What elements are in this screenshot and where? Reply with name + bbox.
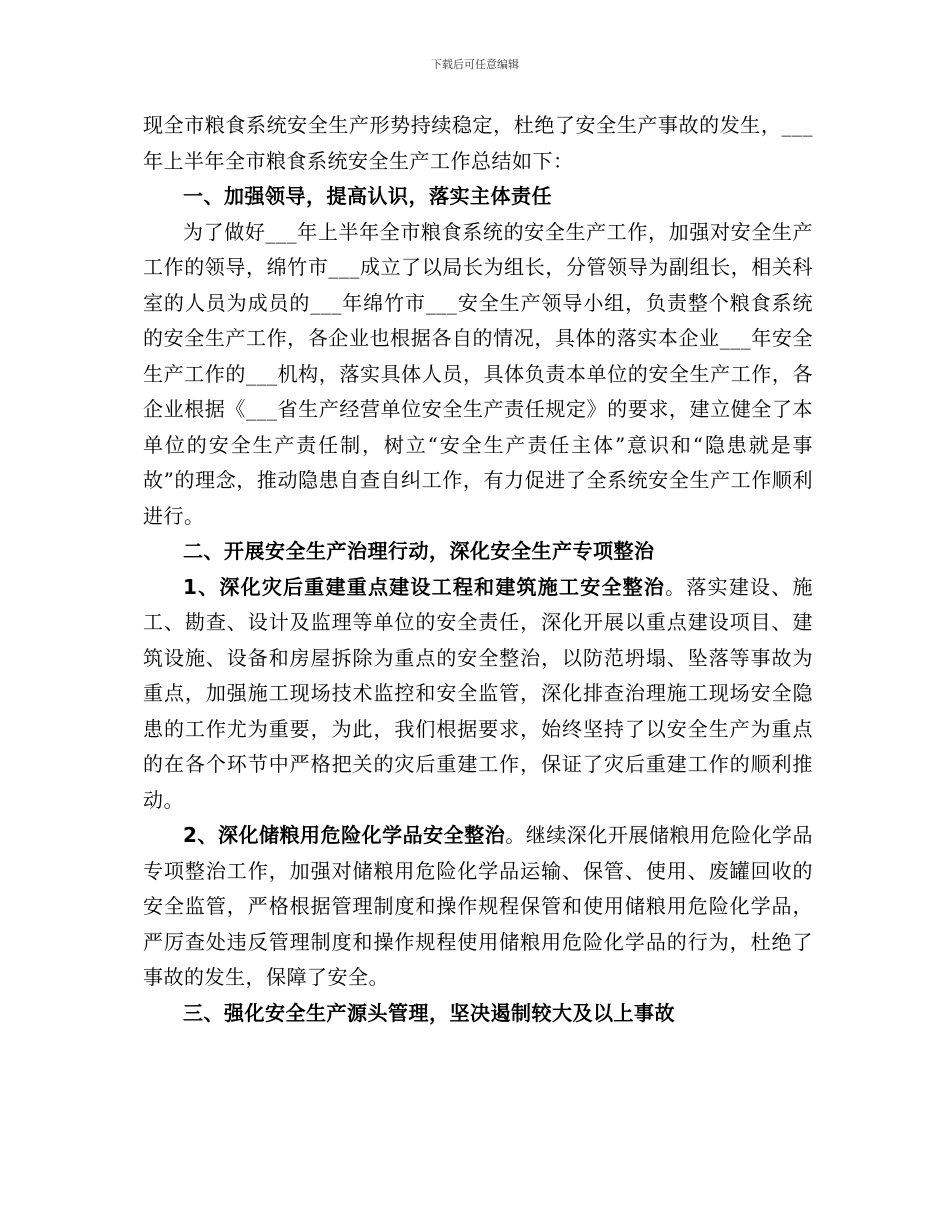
section-heading-1: 一、加强领导，提高认识，落实主体责任 bbox=[183, 184, 552, 208]
intro-paragraph: 现全市粮食系统安全生产形势持续稳定，杜绝了安全生产事故的发生，___年上半年全市粮食系统安全生产工作总结如下： bbox=[143, 113, 813, 173]
item-1-title: 1、深化灾后重建重点建设工程和建筑施工安全整治 bbox=[183, 574, 666, 599]
document-body bbox=[143, 108, 813, 1031]
item-1-text: 。落实建设、施工、勘查、设计及监理等单位的安全责任，深化开展以重点建设项目、建筑设施、设备和房屋拆除为重点的安全整治，以防范坍塌、坠落等事故为重点，加强施工现场技术监控和安全监管，深化排查治理施工现场安全隐患的工作尤为重要，为此，我们根据要求，始终坚持了以安全生产为重点的在各个环节中严格把关的灾后重建工作，保证了灾后重建工作的顺利推动。 bbox=[143, 574, 814, 812]
section-heading-2: 二、开展安全生产治理行动，深化安全生产专项整治 bbox=[183, 539, 655, 563]
item-2-title: 2、深化储粮用危险化学品安全整治 bbox=[183, 823, 506, 847]
section-heading-3: 三、强化安全生产源头管理，坚决遏制较大及以上事故 bbox=[183, 1000, 675, 1025]
page-header-note: 下载后可任意编辑 bbox=[431, 58, 519, 71]
section-1-paragraph: 为了做好___年上半年全市粮食系统的安全生产工作，加强对安全生产工作的领导，绵竹市___成立了以局长为组长，分管领导为副组长，相关科室的人员为成员的___年绵竹市___安全生产领导小组，负责整个粮食系统的安全生产工作，各企业也根据各自的情况，具体的落实本企业___年安全生产工作的___机构，落实具体人员，具体负责本单位的安全生产工作，各企业根据《___省生产经营单位安全生产责任规定》的要求，建立健全了本单位的安全生产责任制，树立“安全生产责任主体”意识和“隐患就是事故”的理念，推动隐患自查自纠工作，有力促进了全系统安全生产工作顺利进行。 bbox=[143, 219, 813, 528]
section-2-item-1 bbox=[143, 570, 813, 819]
item-2-text: 。继续深化开展储粮用危险化学品专项整治工作，加强对储粮用危险化学品运输、保管、使用、废罐回收的安全监管，严格根据管理制度和操作规程保管和使用储粮用危险化学品，严厉查处违反管理制度和操作规程使用储粮用危险化学品的行为，杜绝了事故的发生，保障了安全。 bbox=[143, 823, 814, 989]
section-2-item-2 bbox=[143, 818, 813, 996]
